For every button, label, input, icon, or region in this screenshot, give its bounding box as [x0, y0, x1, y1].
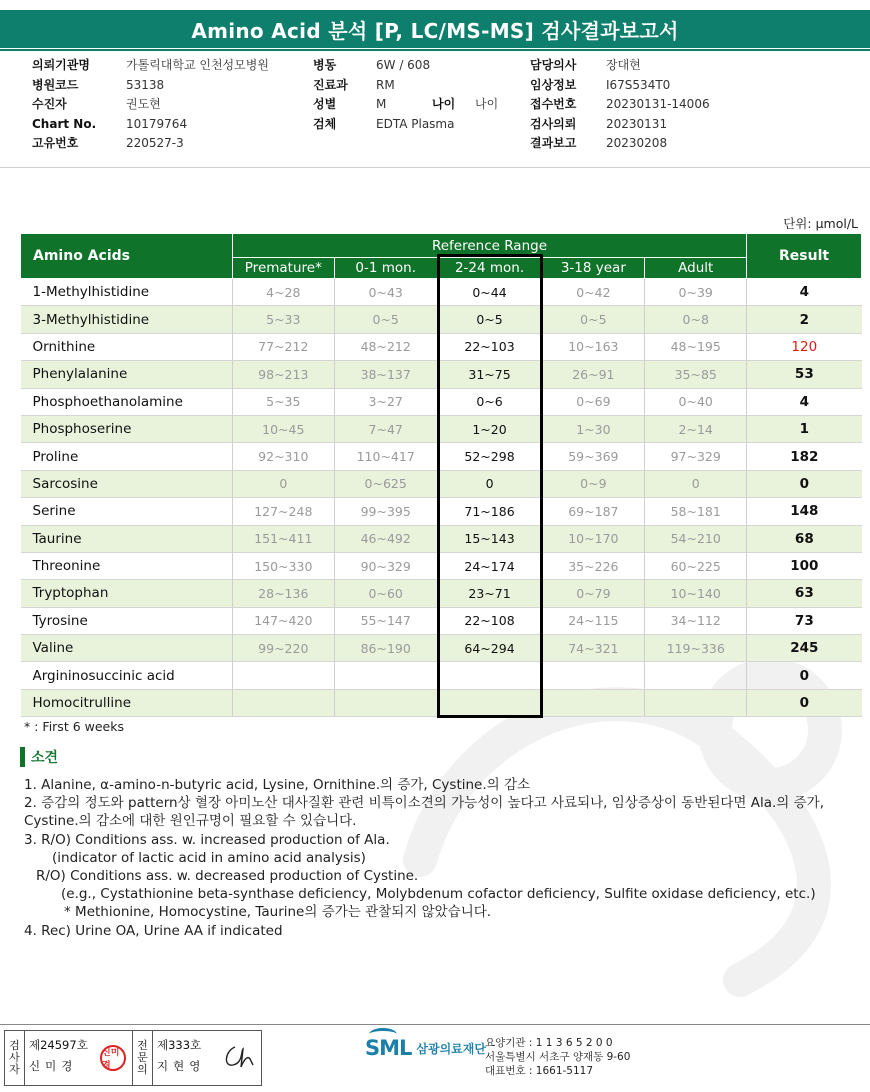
reference-range-cell: 24~115: [542, 607, 645, 634]
info-label: 담당의사: [530, 58, 577, 72]
reference-range-cell: 110~417: [334, 443, 437, 470]
info-row: [32, 76, 269, 96]
info-row: [530, 95, 710, 115]
amino-acid-name: Proline: [21, 443, 233, 470]
table-row: [21, 689, 862, 716]
remark-line: 1. Alanine, α-amino-n-butyric acid, Lysine, Ornithine.의 증가, Cystine.의 감소: [24, 777, 531, 793]
reference-range-cell: 86~190: [334, 635, 437, 662]
table-row: [21, 279, 862, 306]
result-cell: 120: [747, 333, 862, 360]
info-label: 접수번호: [530, 97, 577, 111]
result-cell: 68: [747, 525, 862, 552]
reference-range-cell: 151~411: [232, 525, 334, 552]
reference-range-cell: 127~248: [232, 498, 334, 525]
patient-info-col3: [530, 56, 710, 154]
reference-range-cell: 147~420: [232, 607, 334, 634]
info-value: 53138: [126, 77, 165, 92]
info-row: [313, 56, 531, 76]
reviewer-block: [153, 1031, 261, 1085]
header-divider: [0, 167, 870, 168]
info-row: [32, 134, 269, 154]
remarks-section-header: [20, 747, 58, 767]
table-row: [21, 662, 862, 689]
reference-range-cell: 4~28: [232, 279, 334, 306]
info-value: 20230131: [606, 116, 668, 131]
info-sub-value: 나이: [475, 97, 499, 111]
reference-range-cell: 64~294: [437, 635, 542, 662]
reference-range-cell: [542, 662, 645, 689]
reference-range-cell: 0: [437, 470, 542, 497]
reference-range-cell: 0~8: [645, 306, 747, 333]
reference-range-cell: 48~195: [645, 333, 747, 360]
info-value: 6W / 608: [376, 58, 431, 72]
reference-range-cell: 0~6: [437, 388, 542, 415]
info-label: Chart No.: [32, 116, 97, 131]
organization-info: [485, 1036, 630, 1078]
reference-range-cell: 54~210: [645, 525, 747, 552]
amino-acid-table: [20, 233, 862, 717]
reference-range-cell: 0~625: [334, 470, 437, 497]
reference-range-cell: 52~298: [437, 443, 542, 470]
amino-acid-name: Tryptophan: [21, 580, 233, 607]
table-row: [21, 635, 862, 662]
reference-range-cell: 90~329: [334, 552, 437, 579]
table-row: [21, 333, 862, 360]
reference-range-cell: 7~47: [334, 415, 437, 442]
header-ref-col: 2-24 mon.: [437, 258, 542, 279]
reference-range-cell: 48~212: [334, 333, 437, 360]
reference-range-cell: 98~213: [232, 361, 334, 388]
result-cell: 4: [747, 279, 862, 306]
reference-range-cell: 35~85: [645, 361, 747, 388]
info-label: 병원코드: [32, 77, 79, 92]
reference-range-cell: 31~75: [437, 361, 542, 388]
reference-range-cell: 10~163: [542, 333, 645, 360]
info-row: [530, 115, 710, 135]
info-row: [32, 56, 269, 76]
vertical-label: 전 문 의: [137, 1039, 148, 1076]
title-underline: [0, 49, 870, 51]
header-ref-col: Premature*: [232, 258, 334, 279]
info-value: 가톨릭대학교 인천성모병원: [126, 58, 269, 72]
reference-range-cell: 0: [232, 470, 334, 497]
info-label: 의뢰기관명: [32, 58, 90, 72]
header-reference-range: Reference Range: [232, 234, 746, 258]
result-cell: 0: [747, 470, 862, 497]
amino-acid-name: 1-Methylhistidine: [21, 279, 233, 306]
sml-logo: [365, 1036, 486, 1060]
section-bar: [20, 747, 25, 767]
tester-license-no: 제24597호: [29, 1038, 88, 1052]
tester-label: [5, 1031, 25, 1085]
header-ref-col: 3-18 year: [542, 258, 645, 279]
reference-range-cell: 3~27: [334, 388, 437, 415]
agency-code: 요양기관 : 1 1 3 6 5 2 0 0: [485, 1037, 613, 1049]
unit-label: 단위: μmol/L: [783, 216, 858, 231]
info-label: 검체: [313, 116, 337, 131]
reference-range-cell: 1~20: [437, 415, 542, 442]
reference-range-cell: 5~33: [232, 306, 334, 333]
header-ref-col: 0-1 mon.: [334, 258, 437, 279]
reference-range-cell: 10~140: [645, 580, 747, 607]
reviewer-name: 지현영: [157, 1059, 206, 1073]
info-label: 수진자: [32, 97, 67, 111]
reference-range-cell: 0~44: [437, 279, 542, 306]
reference-range-cell: 0~39: [645, 279, 747, 306]
header-result: Result: [747, 234, 862, 279]
reference-range-cell: [645, 689, 747, 716]
reference-range-cell: 5~35: [232, 388, 334, 415]
remark-line: (indicator of lactic acid in amino acid analysis): [52, 849, 366, 866]
reference-range-cell: 59~369: [542, 443, 645, 470]
reference-range-cell: [542, 689, 645, 716]
reference-range-cell: 0~9: [542, 470, 645, 497]
table-row: [21, 415, 862, 442]
result-cell: 0: [747, 662, 862, 689]
info-value: 10179764: [126, 116, 188, 131]
info-label: 성별: [313, 97, 337, 111]
remark-line: * Methionine, Homocystine, Taurine의 증가는 관찰되지 않았습니다.: [64, 904, 492, 921]
reference-range-cell: 0~43: [334, 279, 437, 306]
info-value: 장대현: [606, 58, 641, 72]
table-row: [21, 470, 862, 497]
signature-box: [4, 1030, 262, 1086]
table-row: [21, 443, 862, 470]
reference-range-cell: [437, 662, 542, 689]
remark-line: Cystine.의 감소에 대한 원인규명이 필요할 수 있습니다.: [24, 813, 357, 830]
reference-range-cell: 34~112: [645, 607, 747, 634]
info-label: 병동: [313, 58, 337, 72]
amino-acid-name: Sarcosine: [21, 470, 233, 497]
amino-acid-name: Phosphoethanolamine: [21, 388, 233, 415]
reference-range-cell: 92~310: [232, 443, 334, 470]
reference-range-cell: 77~212: [232, 333, 334, 360]
tester-seal-stamp: 신미경: [100, 1045, 126, 1071]
reference-range-cell: 23~71: [437, 580, 542, 607]
info-label: 고유번호: [32, 136, 79, 150]
info-value: M: [376, 97, 387, 111]
address: 서울특별시 서초구 양재동 9-60: [485, 1051, 631, 1063]
table-row: [21, 525, 862, 552]
reference-range-cell: 0~69: [542, 388, 645, 415]
reference-range-cell: 55~147: [334, 607, 437, 634]
patient-info-col1: [32, 56, 269, 154]
reference-range-cell: 150~330: [232, 552, 334, 579]
result-cell: 2: [747, 306, 862, 333]
reference-range-cell: 46~492: [334, 525, 437, 552]
tester-name: 신미경: [29, 1059, 78, 1073]
reference-range-cell: 35~226: [542, 552, 645, 579]
amino-acid-name: Ornithine: [21, 333, 233, 360]
reference-range-cell: 119~336: [645, 635, 747, 662]
amino-acid-name: Valine: [21, 635, 233, 662]
amino-acid-name: Tyrosine: [21, 607, 233, 634]
remarks: [24, 776, 864, 940]
amino-acid-name: Phosphoserine: [21, 415, 233, 442]
header-amino-acids: Amino Acids: [21, 234, 233, 279]
reference-range-cell: [437, 689, 542, 716]
reference-range-cell: [645, 662, 747, 689]
reference-range-cell: 69~187: [542, 498, 645, 525]
patient-info-col2: [313, 56, 531, 134]
table-row: [21, 361, 862, 388]
reference-range-cell: 71~186: [437, 498, 542, 525]
info-label: 진료과: [313, 77, 348, 92]
amino-acid-name: Argininosuccinic acid: [21, 662, 233, 689]
info-row: [313, 76, 531, 96]
reference-range-cell: 24~174: [437, 552, 542, 579]
reviewer-signature: [221, 1043, 257, 1073]
reference-range-cell: 0~79: [542, 580, 645, 607]
result-cell: 53: [747, 361, 862, 388]
info-row: [313, 115, 531, 135]
info-value: 권도현: [126, 97, 161, 111]
info-row: [313, 95, 531, 115]
reference-range-cell: [232, 689, 334, 716]
table-row: [21, 580, 862, 607]
info-value: EDTA Plasma: [376, 116, 455, 131]
reference-range-cell: 0~5: [542, 306, 645, 333]
result-cell: 73: [747, 607, 862, 634]
reference-range-cell: 10~45: [232, 415, 334, 442]
reference-range-cell: 0~60: [334, 580, 437, 607]
info-label: 임상정보: [530, 77, 577, 92]
header-ref-col: Adult: [645, 258, 747, 279]
remark-line: (e.g., Cystathionine beta-synthase deficiency, Molybdenum cofactor deficiency, Sulfite oxidase deficiency, etc.): [61, 886, 816, 903]
reference-range-cell: 26~91: [542, 361, 645, 388]
info-label: 결과보고: [530, 136, 577, 150]
remark-line: R/O) Conditions ass. w. decreased production of Cystine.: [36, 868, 419, 885]
reference-range-cell: 99~395: [334, 498, 437, 525]
phone: 대표번호 : 1661-5117: [485, 1065, 594, 1077]
info-value: I67S534T0: [606, 77, 671, 92]
info-row: [530, 76, 710, 96]
result-cell: 63: [747, 580, 862, 607]
result-cell: 4: [747, 388, 862, 415]
reviewer-license-no: 제333호: [157, 1038, 202, 1052]
logo-mark: SML: [365, 1036, 412, 1060]
result-cell: 182: [747, 443, 862, 470]
footer-divider: [0, 1024, 870, 1025]
table-row: [21, 306, 862, 333]
info-row: [32, 115, 269, 135]
result-cell: 245: [747, 635, 862, 662]
reviewer-label: [133, 1031, 153, 1085]
reference-range-cell: 60~225: [645, 552, 747, 579]
reference-range-cell: 10~170: [542, 525, 645, 552]
reference-range-cell: [334, 662, 437, 689]
footnote: * : First 6 weeks: [24, 719, 124, 734]
reference-range-cell: 38~137: [334, 361, 437, 388]
reference-range-cell: 28~136: [232, 580, 334, 607]
info-row: [530, 134, 710, 154]
amino-acid-name: Threonine: [21, 552, 233, 579]
table-row: [21, 552, 862, 579]
info-value: RM: [376, 77, 395, 92]
reference-range-cell: 74~321: [542, 635, 645, 662]
remarks-title: 소견: [31, 750, 59, 766]
reference-range-cell: 99~220: [232, 635, 334, 662]
reference-range-cell: 0~40: [645, 388, 747, 415]
amino-acid-name: 3-Methylhistidine: [21, 306, 233, 333]
reference-range-cell: 15~143: [437, 525, 542, 552]
foundation-name: 삼광의료재단: [416, 1041, 486, 1056]
table-row: [21, 607, 862, 634]
info-label: 검사의뢰: [530, 116, 577, 131]
reference-range-cell: [334, 689, 437, 716]
info-value: 20230208: [606, 136, 668, 150]
remark-line: 2. 증감의 정도와 pattern상 혈장 아미노산 대사질환 관련 비특이소견의 가능성이 높다고 사료되나, 임상증상이 동반된다면 Ala.의 증가,: [24, 795, 824, 812]
reference-range-cell: 58~181: [645, 498, 747, 525]
reference-range-cell: 22~108: [437, 607, 542, 634]
table-row: [21, 388, 862, 415]
reference-range-cell: 2~14: [645, 415, 747, 442]
result-cell: 100: [747, 552, 862, 579]
remark-line: 4. Rec) Urine OA, Urine AA if indicated: [24, 922, 283, 939]
report-title: Amino Acid 분석 [P, LC/MS-MS] 검사결과보고서: [0, 10, 870, 48]
table-row: [21, 498, 862, 525]
reference-range-cell: 1~30: [542, 415, 645, 442]
amino-acid-name: Phenylalanine: [21, 361, 233, 388]
reference-range-cell: 0~5: [334, 306, 437, 333]
info-value: 20230131-14006: [606, 97, 710, 111]
result-cell: 1: [747, 415, 862, 442]
reference-range-cell: 0: [645, 470, 747, 497]
amino-acid-name: Serine: [21, 498, 233, 525]
result-cell: 148: [747, 498, 862, 525]
info-row: [530, 56, 710, 76]
reference-range-cell: 0~42: [542, 279, 645, 306]
tester-block: [25, 1031, 133, 1085]
amino-acid-name: Taurine: [21, 525, 233, 552]
info-sub-label: 나이: [432, 97, 456, 111]
remark-line: 3. R/O) Conditions ass. w. increased production of Ala.: [24, 831, 390, 848]
info-value: 220527-3: [126, 136, 184, 150]
reference-range-cell: [232, 662, 334, 689]
reference-range-cell: 22~103: [437, 333, 542, 360]
result-cell: 0: [747, 689, 862, 716]
reference-range-cell: 97~329: [645, 443, 747, 470]
reference-range-cell: 0~5: [437, 306, 542, 333]
vertical-label: 검 사 자: [9, 1039, 20, 1076]
info-row: [32, 95, 269, 115]
amino-acid-name: Homocitrulline: [21, 689, 233, 716]
